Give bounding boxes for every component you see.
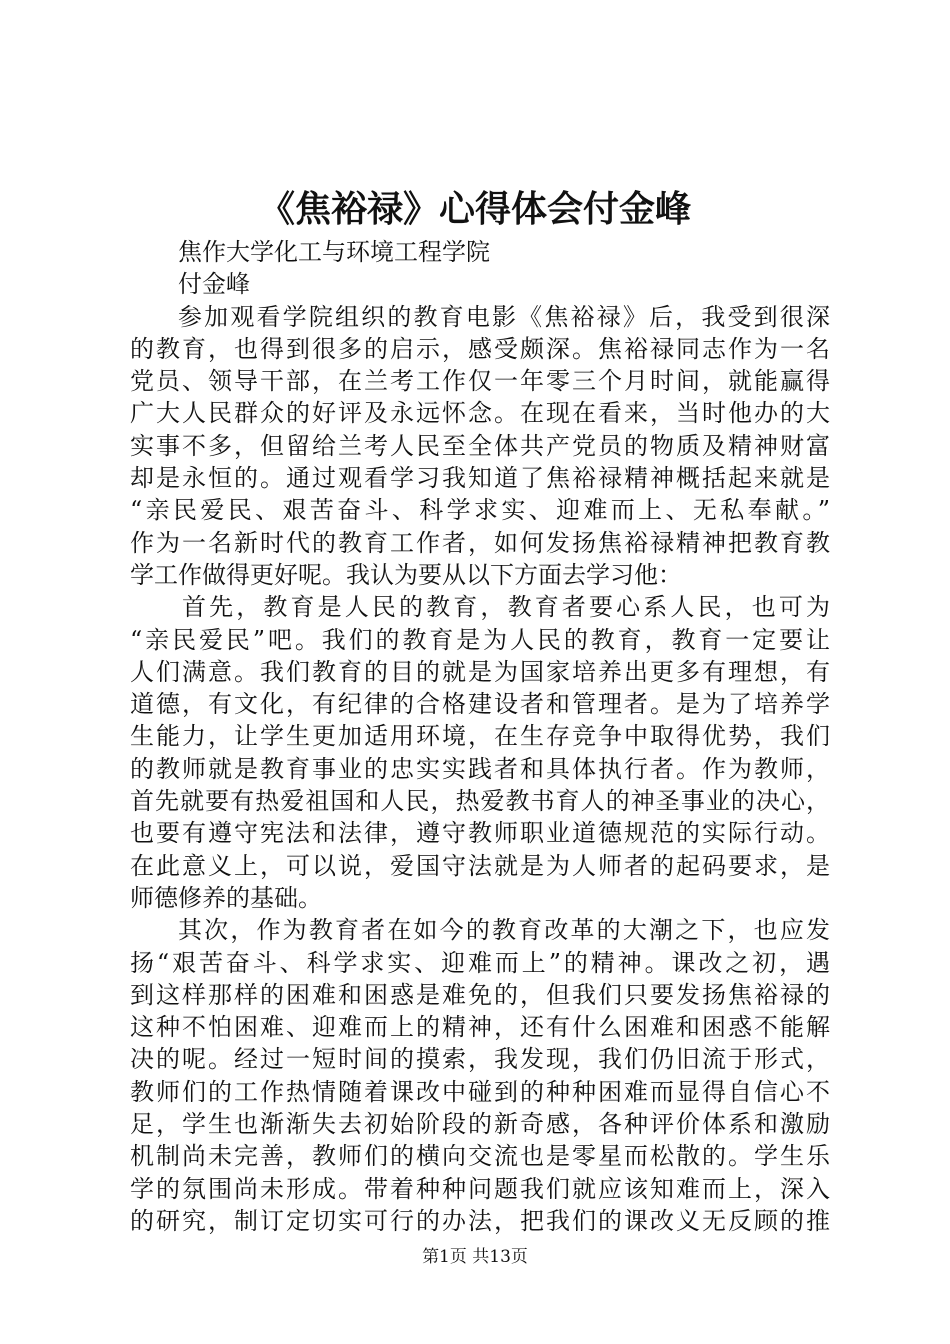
affiliation-line: 焦作大学化工与环境工程学院 (178, 238, 490, 266)
paragraph-line: 参加观看学院组织的教育电影《焦裕禄》后，我受到很深 (178, 302, 830, 331)
paragraph-line: 的教师就是教育事业的忠实实践者和具体执行者。作为教师， (130, 754, 830, 783)
paragraph-line: 道德，有文化，有纪律的合格建设者和管理者。是为了培养学 (130, 690, 830, 719)
paragraph-line: “亲民爱民、艰苦奋斗、科学求实、迎难而上、无私奉献。” (130, 496, 830, 525)
paragraph-line: 实事不多，但留给兰考人民至全体共产党员的物质及精神财富 (130, 431, 830, 460)
paragraph-line: 作为一名新时代的教育工作者，如何发扬焦裕禄精神把教育教 (130, 528, 830, 557)
author-line: 付金峰 (178, 270, 250, 299)
paragraph-line: 首先，教育是人民的教育，教育者要心系人民，也可为 (182, 593, 830, 622)
paragraph-line: 这种不怕困难、迎难而上的精神，还有什么困难和困惑不能解 (130, 1013, 830, 1042)
document-body (130, 236, 830, 1237)
page-indicator: 第1页 共13页 (422, 1247, 528, 1267)
paragraph-line: 却是永恒的。通过观看学习我知道了焦裕禄精神概括起来就是 (130, 464, 830, 493)
paragraph-line: 人们满意。我们教育的目的就是为国家培养出更多有理想，有 (130, 657, 830, 686)
paragraph-line: 的教育，也得到很多的启示，感受颇深。焦裕禄同志作为一名 (130, 334, 830, 363)
paragraph-line: 师德修养的基础。 (130, 883, 322, 912)
paragraph-line: 到这样那样的困难和困惑是难免的，但我们只要发扬焦裕禄的 (130, 980, 830, 1009)
paragraph-line: 机制尚未完善，教师们的横向交流也是零星而松散的。学生乐 (130, 1142, 830, 1171)
paragraph-line: 在此意义上，可以说，爱国守法就是为人师者的起码要求，是 (130, 851, 830, 880)
paragraph-line: 首先就要有热爱祖国和人民，热爱教书育人的神圣事业的决心， (130, 787, 830, 816)
paragraph-line: 也要有遵守宪法和法律，遵守教师职业道德规范的实际行动。 (130, 819, 830, 848)
paragraph-line: 足，学生也渐渐失去初始阶段的新奇感，各种评价体系和激励 (130, 1110, 830, 1139)
paragraph-line: 教师们的工作热情随着课改中碰到的种种困难而显得自信心不 (130, 1077, 830, 1106)
paragraph-line: “亲民爱民”吧。我们的教育是为人民的教育，教育一定要让 (130, 625, 830, 654)
paragraph-line: 党员、领导干部，在兰考工作仅一年零三个月时间，就能赢得 (130, 367, 830, 396)
paragraph-line: 学的氛围尚未形成。带着种种问题我们就应该知难而上，深入 (130, 1174, 830, 1203)
paragraph-line: 学工作做得更好呢。我认为要从以下方面去学习他： (130, 560, 682, 589)
paragraph-line: 的研究，制订定切实可行的办法，把我们的课改义无反顾的推 (130, 1206, 830, 1235)
paragraph-line: 其次，作为教育者在如今的教育改革的大潮之下，也应发 (178, 916, 830, 945)
document-title: 《焦裕禄》心得体会付金峰 (258, 188, 691, 230)
paragraph-line: 生能力，让学生更加适用环境，在生存竞争中取得优势，我们 (130, 722, 830, 751)
paragraph-line: 广大人民群众的好评及永远怀念。在现在看来，当时他办的大 (130, 399, 830, 428)
paragraph-line: 决的呢。经过一短时间的摸索，我发现，我们仍旧流于形式， (130, 1045, 830, 1074)
paragraph-line: 扬“艰苦奋斗、科学求实、迎难而上”的精神。课改之初，遇 (130, 948, 830, 977)
